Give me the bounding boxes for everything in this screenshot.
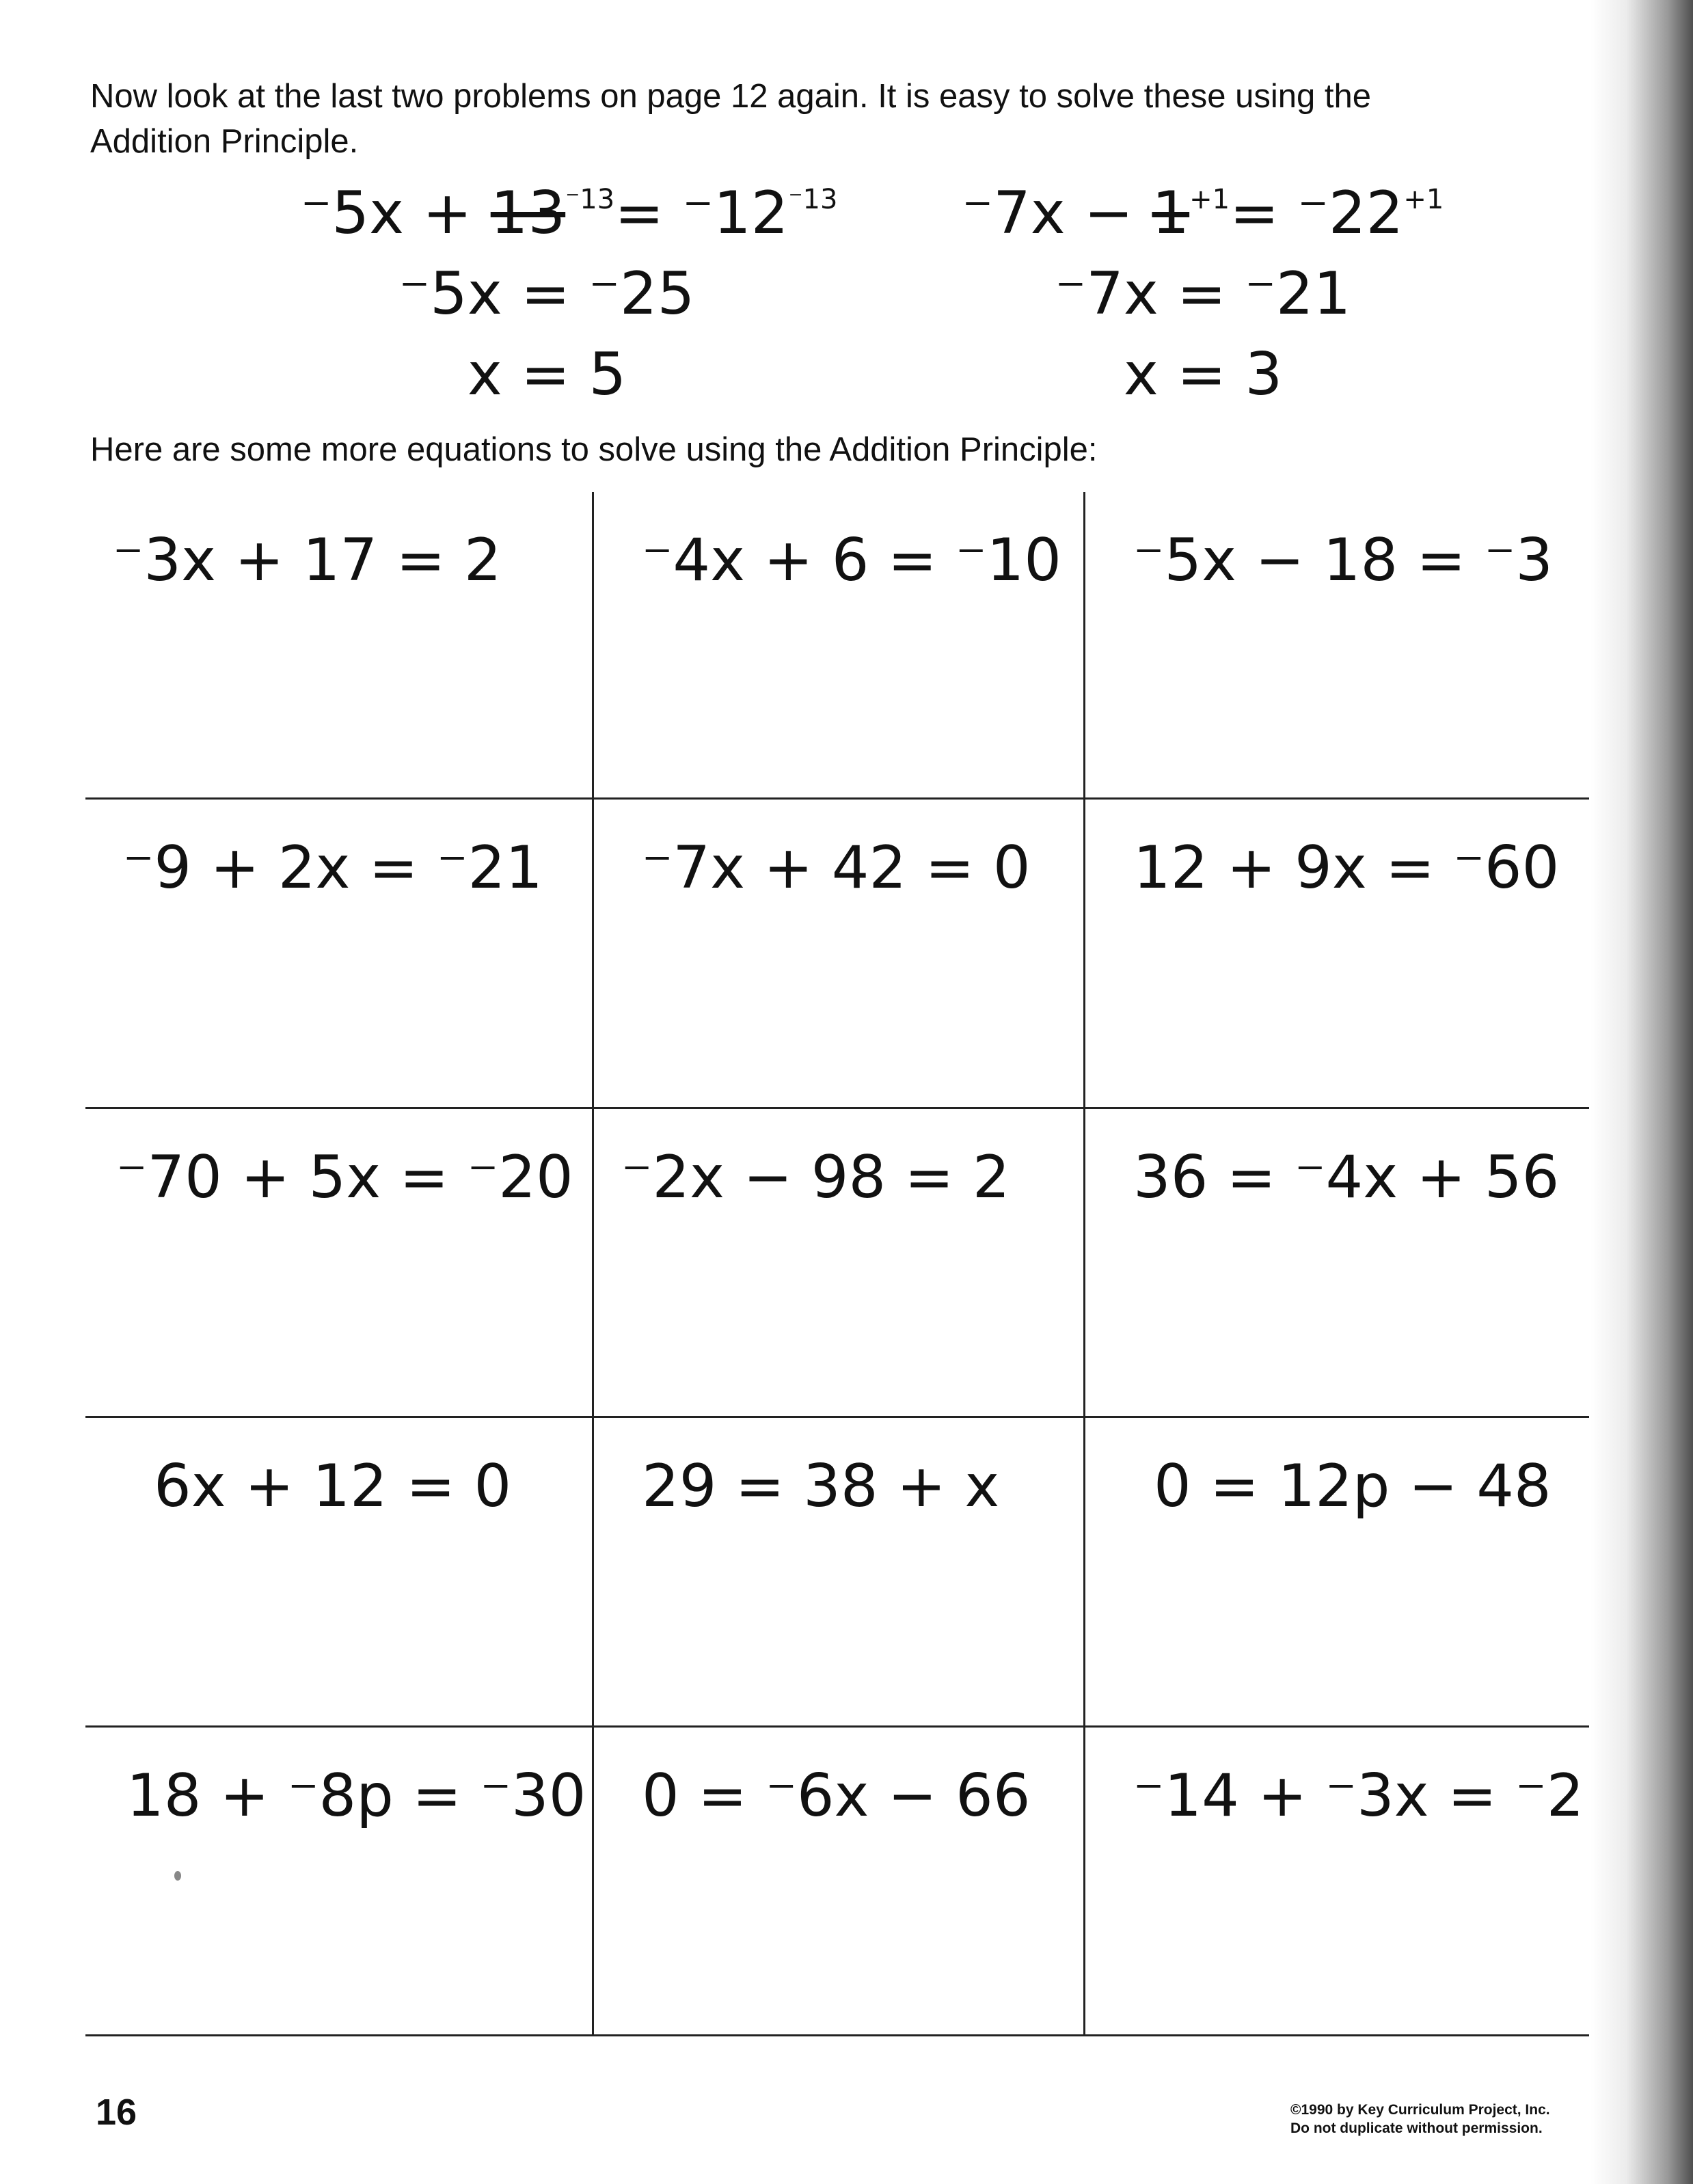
example-left-sup-1: ⁻13	[565, 184, 615, 215]
problem-cell[interactable]	[594, 800, 1086, 1100]
problem-equation: ⁻7x + 42 = 0	[642, 834, 1031, 902]
problem-equation: ⁻3x + 17 = 2	[113, 526, 502, 595]
problem-cell[interactable]	[85, 1109, 578, 1410]
problem-equation: 0 = 12p − 48	[1154, 1452, 1552, 1520]
problem-cell[interactable]	[85, 800, 578, 1100]
example-left-term: ⁻5x +	[301, 179, 491, 247]
problem-equation: 12 + 9x = ⁻60	[1133, 834, 1560, 902]
intro-line-2: Addition Principle.	[90, 123, 359, 160]
example-right-line-3: x = 3	[1123, 340, 1283, 409]
problem-equation: 29 = 38 + x	[642, 1452, 1000, 1520]
example-left-rhs: = ⁻12	[614, 179, 789, 247]
problem-cell[interactable]	[594, 1728, 1086, 2028]
copyright-notice	[1290, 2101, 1550, 2138]
problem-equation: ⁻9 + 2x = ⁻21	[123, 834, 543, 902]
example-left-struck-term: 13	[490, 179, 566, 247]
copyright-line-2: Do not duplicate without permission.	[1290, 2120, 1543, 2136]
intro-line-1: Now look at the last two problems on page 12 again. It is easy to solve these using the	[90, 78, 1371, 115]
example-right-rhs: = ⁻22	[1230, 179, 1404, 247]
example-right-term: ⁻7x −	[962, 179, 1152, 247]
example-right-line-2: ⁻7x = ⁻21	[1055, 260, 1351, 328]
problem-grid	[85, 492, 1589, 2036]
grid-row-divider	[85, 2034, 1589, 2036]
example-left-line-1	[301, 179, 838, 247]
problem-cell[interactable]	[594, 492, 1086, 793]
problem-equation: 36 = ⁻4x + 56	[1133, 1143, 1560, 1212]
page-number: 16	[96, 2092, 137, 2133]
problem-equation: ⁻70 + 5x = ⁻20	[116, 1143, 573, 1212]
problem-cell[interactable]	[85, 1728, 586, 2028]
problem-equation: ⁻4x + 6 = ⁻10	[642, 526, 1062, 595]
intro-text	[90, 74, 1526, 164]
stray-mark	[174, 1871, 181, 1881]
problem-equation: 0 = ⁻6x − 66	[642, 1762, 1031, 1830]
copyright-line-1: ©1990 by Key Curriculum Project, Inc.	[1290, 2102, 1550, 2118]
problem-equation: ⁻14 + ⁻3x = ⁻2	[1133, 1762, 1584, 1830]
problem-cell[interactable]	[1085, 492, 1577, 793]
problem-equation: ⁻2x − 98 = 2	[621, 1143, 1010, 1212]
instructions-text: Here are some more equations to solve using the Addition Principle:	[90, 431, 1098, 468]
problem-equation: 18 + ⁻8p = ⁻30	[126, 1762, 586, 1830]
problem-cell[interactable]	[85, 1418, 578, 1719]
example-left-line-2: ⁻5x = ⁻25	[398, 260, 695, 328]
problem-cell[interactable]	[1085, 1418, 1577, 1719]
problem-cell[interactable]	[1085, 1728, 1584, 2028]
example-right-struck-term: 1	[1152, 179, 1190, 247]
example-left-sup-2: ⁻13	[788, 184, 838, 215]
page-curl-shadow	[1590, 0, 1693, 2184]
example-right-sup-2: +1	[1403, 184, 1444, 215]
problem-cell[interactable]	[1085, 800, 1577, 1100]
problem-equation: 6x + 12 = 0	[154, 1452, 512, 1520]
problem-cell[interactable]	[1085, 1109, 1577, 1410]
example-right-line-1	[957, 179, 1449, 247]
problem-cell[interactable]	[594, 1418, 1086, 1719]
example-right-sup-1: +1	[1189, 184, 1230, 215]
problem-equation: ⁻5x − 18 = ⁻3	[1133, 526, 1554, 595]
problem-cell[interactable]	[594, 1109, 1086, 1410]
problem-cell[interactable]	[85, 492, 578, 793]
example-left-line-3: x = 5	[467, 340, 627, 409]
